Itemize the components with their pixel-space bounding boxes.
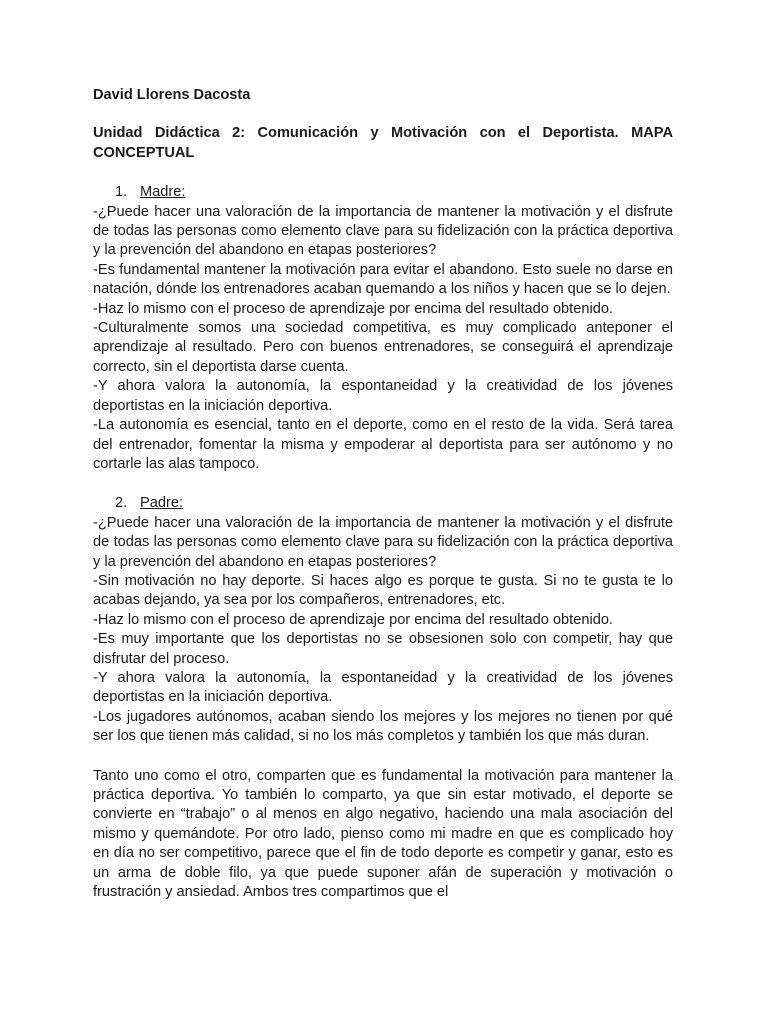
document-title: Unidad Didáctica 2: Comunicación y Motivación con el Deportista. MAPA CONCEPTUAL [93,125,673,161]
author-name: David Llorens Dacosta [93,87,251,103]
section-heading [115,183,673,202]
paragraph: -¿Puede hacer una valoración de la importancia de mantener la motivación y el disfrute de todas las personas como elemento clave para su fidelización con la práctica deportiva y la prevención del abandono en etapas posteriores? [93,203,673,259]
paragraph: -Culturalmente somos una sociedad competitiva, es muy complicado anteponer el aprendizaje al resultado. Pero con buenos entrenadores, se conseguirá el aprendizaje correcto, sin el deportista darse cuenta. [93,320,673,375]
section-label: Madre: [140,184,186,201]
section-padre [93,494,673,746]
paragraph: -Sin motivación no hay deporte. Si haces algo es porque te gusta. Si no te gusta te lo acabas dejando, ya sea por los compañeros, entrenadores, etc. [93,572,673,609]
paragraph: -Haz lo mismo con el proceso de aprendizaje por encima del resultado obtenido. [93,300,613,317]
paragraph: -Los jugadores autónomos, acaban siendo los mejores y los mejores no tienen por qué ser los que tienen más calidad, si no los más completos y también los que más duran. [93,708,673,745]
section-number: 1. [115,184,128,201]
section-heading [115,494,673,513]
section-label: Padre: [140,495,183,512]
paragraph: -Haz lo mismo con el proceso de aprendizaje por encima del resultado obtenido. [93,611,613,628]
section-madre [93,183,673,474]
paragraph: -Es fundamental mantener la motivación para evitar el abandono. Esto suele no darse en natación, dónde los entrenadores acaban quemando a los niños y hacen que se lo dejen. [93,261,673,298]
document-page [93,86,673,902]
paragraph: -¿Puede hacer una valoración de la importancia de mantener la motivación y el disfrute de todas las personas como elemento clave para su fidelización con la práctica deportiva y la prevención del abandono en etapas posteriores? [93,514,673,570]
section-number: 2. [115,495,128,512]
paragraph: -Y ahora valora la autonomía, la espontaneidad y la creatividad de los jóvenes deportistas en la iniciación deportiva. [93,669,673,706]
paragraph: -La autonomía es esencial, tanto en el deporte, como en el resto de la vida. Será tarea del entrenador, fomentar la misma y empoderar al deportista para ser autónomo y no cortarle las alas tampoco. [93,417,673,472]
conclusion-paragraph: Tanto uno como el otro, comparten que es fundamental la motivación para mantener la práctica deportiva. Yo también lo comparto, ya que sin estar motivado, el deporte se convierte en “trabajo” o al menos en algo negativo, haciendo una mala asociación del mismo y quemándote. Por otro lado, pienso como mi madre en que es complicado hoy en día no ser competitivo, parece que el fin de todo deporte es competir y ganar, esto es un arma de doble filo, ya que puede suponer afán de superación y motivación o frustración y ansiedad. Ambos tres compartimos que el [93,767,673,901]
paragraph: -Y ahora valora la autonomía, la espontaneidad y la creatividad de los jóvenes deportistas en la iniciación deportiva. [93,378,673,414]
paragraph: -Es muy importante que los deportistas no se obsesionen solo con competir, hay que disfrutar del proceso. [93,631,673,667]
